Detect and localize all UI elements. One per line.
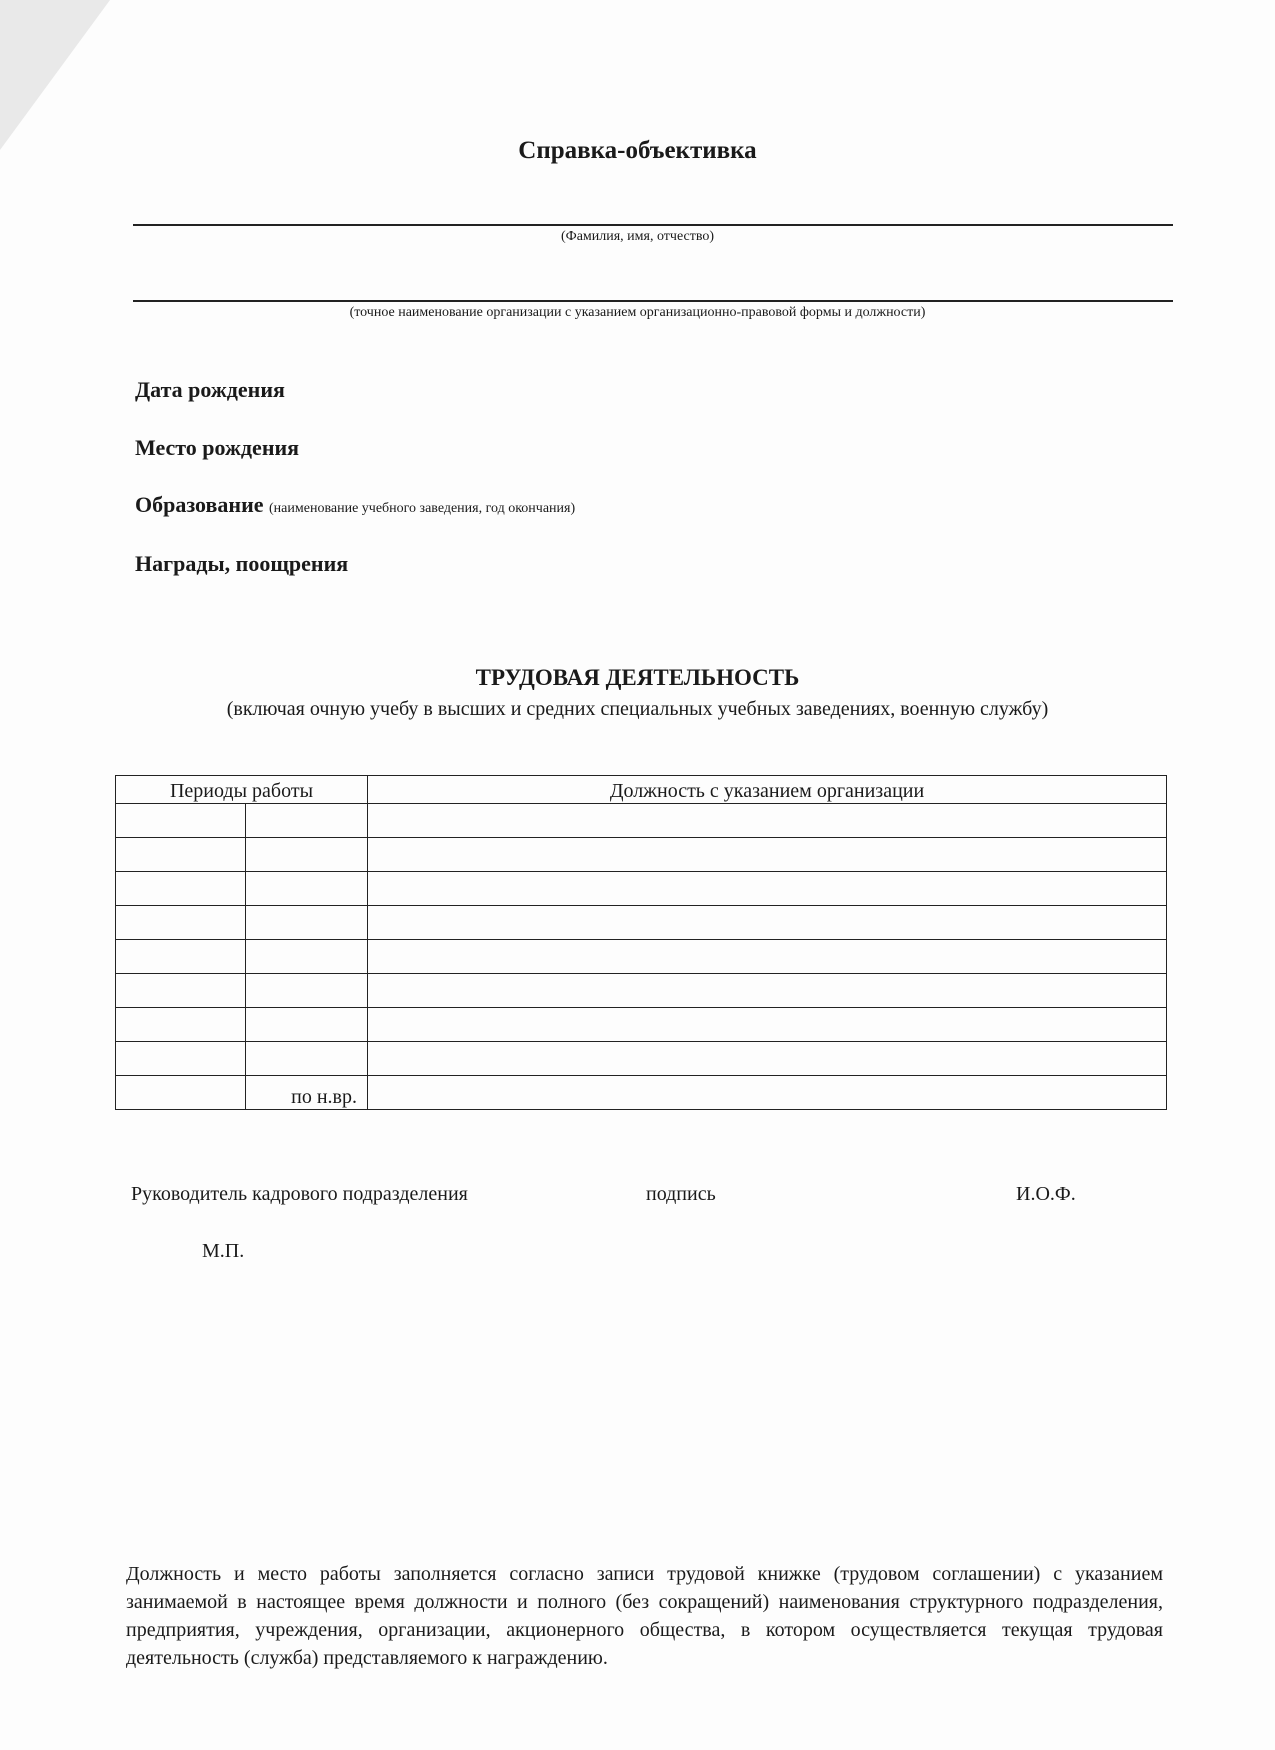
cell-position[interactable] <box>368 906 1167 940</box>
stamp-label: М.П. <box>202 1240 245 1262</box>
cell-from[interactable] <box>116 872 246 906</box>
cell-from[interactable] <box>116 974 246 1008</box>
cell-to[interactable] <box>246 872 368 906</box>
cell-from[interactable] <box>116 906 246 940</box>
cell-position[interactable] <box>368 804 1167 838</box>
table-row <box>116 974 1167 1008</box>
cell-to[interactable] <box>246 1008 368 1042</box>
cell-from[interactable] <box>116 1076 246 1110</box>
cell-position[interactable] <box>368 872 1167 906</box>
header-periods: Периоды работы <box>116 776 368 804</box>
folded-corner <box>0 0 110 150</box>
cell-to[interactable] <box>246 838 368 872</box>
table-header-row <box>116 776 1167 804</box>
cell-to[interactable] <box>246 1042 368 1076</box>
table-row <box>116 1042 1167 1076</box>
cell-position[interactable] <box>368 1042 1167 1076</box>
cell-from[interactable] <box>116 1008 246 1042</box>
cell-position[interactable] <box>368 1076 1167 1110</box>
work-history-table <box>115 775 1167 1110</box>
signature-label: подпись <box>646 1183 716 1205</box>
table-row <box>116 906 1167 940</box>
cell-position[interactable] <box>368 1008 1167 1042</box>
header-position: Должность с указанием организации <box>368 776 1167 804</box>
cell-position[interactable] <box>368 974 1167 1008</box>
name-line <box>133 224 1173 226</box>
cell-position[interactable] <box>368 838 1167 872</box>
education-label-text: Образование <box>135 492 264 517</box>
cell-from[interactable] <box>116 804 246 838</box>
cell-from[interactable] <box>116 1042 246 1076</box>
table-row <box>116 1076 1167 1110</box>
cell-from[interactable] <box>116 838 246 872</box>
awards-label: Награды, поощрения <box>135 551 349 576</box>
education-note: (наименование учебного заведения, год окончания) <box>269 501 576 516</box>
cell-to[interactable] <box>246 974 368 1008</box>
birth-place-label: Место рождения <box>135 435 300 460</box>
cell-to-present[interactable]: по н.вр. <box>246 1076 368 1110</box>
document-title: Справка-объективка <box>518 137 757 164</box>
cell-position[interactable] <box>368 940 1167 974</box>
table-row <box>116 838 1167 872</box>
cell-to[interactable] <box>246 804 368 838</box>
organization-line <box>133 300 1173 302</box>
cell-to[interactable] <box>246 940 368 974</box>
education-label <box>135 492 575 518</box>
table-row <box>116 940 1167 974</box>
hr-head-label: Руководитель кадрового подразделения <box>131 1183 468 1205</box>
table-row <box>116 872 1167 906</box>
birth-date-label: Дата рождения <box>135 377 285 402</box>
organization-caption: (точное наименование организации с указанием организационно-правовой формы и должности) <box>349 305 926 320</box>
name-caption: (Фамилия, имя, отчество) <box>560 229 715 244</box>
cell-from[interactable] <box>116 940 246 974</box>
work-section-subtitle: (включая очную учебу в высших и средних специальных учебных заведениях, военную службу) <box>226 698 1049 720</box>
table-row <box>116 1008 1167 1042</box>
table-row <box>116 804 1167 838</box>
work-section-title: ТРУДОВАЯ ДЕЯТЕЛЬНОСТЬ <box>475 665 800 690</box>
instruction-note: Должность и место работы заполняется согласно записи трудовой книжке (трудовом соглашении) с указанием занимаемой в настоящее время должности и полного (без сокращений) наименования структурного подразделения, предприятия, учреждения, организации, акционерного общества, в котором осуществляется текущая трудовая деятельность (служба) представляемого к награждению. <box>126 1563 1163 1669</box>
cell-to[interactable] <box>246 906 368 940</box>
initials-label: И.О.Ф. <box>1016 1183 1076 1205</box>
